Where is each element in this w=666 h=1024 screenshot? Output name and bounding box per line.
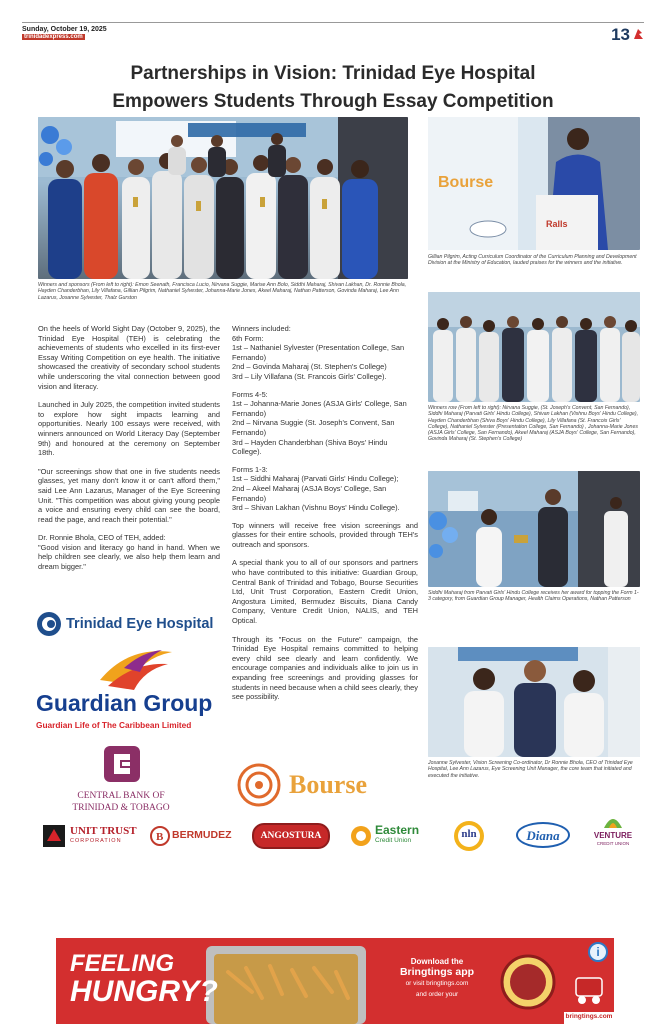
ceo-quote: "Good vision and literacy go hand in hand. When we help children see clearly, we also help them learn and dream bigger." [38, 542, 220, 572]
article-paragraph [38, 533, 220, 571]
winners-list [232, 324, 418, 382]
winner-entry: 3rd – Shivan Lakhan (Vishnu Boys' Hindu College). [232, 503, 400, 513]
podium-illustration [428, 117, 640, 250]
bourse-swirl-icon [235, 762, 285, 808]
page-number: 13 [611, 25, 630, 44]
ad-brand-link[interactable]: bringtings.com [565, 1013, 613, 1020]
category-title: 6th Form: [232, 333, 264, 343]
venture-subtext: CREDIT UNION [596, 841, 630, 846]
article-column-1 [38, 324, 220, 581]
podium-photo-caption: Gillian Pilgrim, Acting Curriculum Coordinator of the Curriculum Planning and Development Division at the Ministry of Education, lauded praises for the winners and the initiative. [428, 254, 637, 267]
team-illustration [428, 647, 640, 757]
bourse-logo [235, 762, 395, 808]
winner-entry: 3rd – Lily Villafana (St. Francois Girls' College). [232, 371, 387, 381]
express-bird-icon [632, 27, 644, 41]
winners-intro: Winners included: [232, 324, 291, 333]
winners-list [232, 390, 418, 457]
article-paragraph: Top winners will receive free vision screenings and glasses for their entire schools, provided through TEH's outreach and sponsors. [232, 520, 418, 549]
central-bank-logo [66, 744, 176, 816]
headline-line-1: Partnerships in Vision: Trinidad Eye Hospital [130, 63, 536, 84]
issue-date: Sunday, October 19, 2025 [22, 26, 107, 33]
winner-entry: 3rd – Hayden Chanderbhan (Shiva Boys' Hindu College). [232, 437, 388, 457]
teh-eye-icon [36, 611, 62, 637]
diana-logo [516, 822, 570, 848]
svg-text:Ralls: Ralls [546, 219, 568, 229]
bermudez-crest-icon [150, 826, 170, 846]
diana-text: Diana [526, 828, 560, 843]
article-paragraph: Through its "Focus on the Future" campaign, the Trinidad Eye Hospital remains committed to helping every child see clearly and learn confidently. We encourage companies and individuals alike to join us in expanding free screenings and providing glasses for students in need because when a child sees clearly, they see possibility. [232, 634, 418, 702]
ad-headline-line-2: HUNGRY? [70, 975, 218, 1008]
winners-row-caption: Winners row (From left to right): Nirvana Suggie, (St. Joseph's Convent, San Fernando), Siddhi Maharaj (Parvati Girls' Hindu College), Shivan Lakhan (Vishnu Boys' Hindu College), Hayden Chanderbhan (Shiva Boys' Hindu College), Lily Villafana (St. Francois Girls' College), Nathaniel Sylvester (Presentation College, San Fernando) , Johanna-Marie Jones (ASJA Girls' College, San Fernando), Akeel Maharaj (ASJA Boys' College, San Fernando), Govinda Maharaj (St. Stephen's College) [428, 405, 639, 443]
award-photo [428, 471, 640, 587]
venture-credit-union-logo [588, 814, 638, 850]
team-photo [428, 647, 640, 757]
winner-entry: 1st – Nathaniel Sylvester (Presentation College, San Fernando) [232, 343, 405, 362]
angostura-logo [252, 823, 330, 849]
unit-trust-text: UNIT TRUST [70, 825, 137, 837]
guardian-swoosh-icon [98, 644, 178, 690]
central-bank-text-1: CENTRAL BANK OF [77, 791, 165, 801]
podium-photo [428, 117, 640, 250]
angostura-text: ANGOSTURA [260, 831, 322, 841]
guardian-logo-text: Guardian Group [36, 690, 213, 716]
eastern-sun-icon [350, 825, 372, 847]
svg-text:B: B [156, 831, 164, 843]
winners-row-photo [428, 292, 640, 402]
central-bank-text-2: TRINIDAD & TOBAGO [72, 803, 170, 813]
winner-entry: 2nd – Akeel Maharaj (ASJA Boys' College, San Fernando) [232, 483, 387, 503]
unit-trust-mark-icon [42, 824, 66, 848]
ad-cta-line-1: Download the [410, 957, 464, 966]
headline-line-2: Empowers Students Through Essay Competition [112, 91, 554, 112]
eastern-credit-union-logo [350, 822, 426, 850]
nalis-logo [448, 820, 490, 852]
quote-attribution: Dr. Ronnie Bhola, CEO of TEH, added: [38, 533, 166, 543]
team-photo-caption: Josanne Sylvester, Vision Screening Co-ordinator, Dr Ronnie Bhola, CEO of Trinidad Eye Hospital, Lee Ann Lazarus, Eye Screening Unit Manager, the core team that initiated and executed the initiative. [428, 760, 633, 779]
venture-leaf-icon [602, 814, 624, 830]
group-photo-illustration [38, 117, 408, 279]
ad-headline-line-1: FEELING [70, 950, 175, 977]
article-headline [40, 60, 626, 116]
central-bank-emblem-icon [102, 744, 142, 784]
article-paragraph: On the heels of World Sight Day (October 9, 2025), the Trinidad Eye Hospital (TEH) is celebrating the achievements of students who excelled in its first-ever Essay Writing Competition on eye health. The initiative showcased the creativity of secondary school students while underscoring the vital connection between good vision and literacy. [38, 324, 220, 391]
ad-cta-line-4: and order your [415, 991, 459, 998]
category-title: Forms 4-5: [232, 389, 268, 399]
article-paragraph: A special thank you to all of our sponsors and partners who have contributed to this initiative: Guardian Group, Central Bank of Trinidad and Tobago, Bourse Securities Ltd, Unit Trust Corporation, Eastern Credit Union, Angostura Limited, Bermudez Biscuits, Diana Candy Company, Venture Credit Union, NALIS, and TEH Optical. [232, 558, 418, 626]
bermudez-text: BERMUDEZ [172, 829, 232, 841]
nalis-text: nln [461, 828, 477, 840]
unit-trust-logo [42, 823, 136, 849]
winners-list [232, 465, 418, 513]
ad-headline [70, 950, 218, 1006]
masthead [22, 22, 644, 48]
winner-entry: 1st – Siddhi Maharaj (Parvati Girls' Hindu College); [232, 474, 399, 484]
bourse-logo-text: Bourse [289, 770, 367, 799]
winner-entry: 2nd – Govinda Maharaj (St. Stephen's College) [232, 362, 387, 372]
winners-row-illustration [428, 292, 640, 402]
winner-entry: 2nd – Nirvana Suggie (St. Joseph's Convent, San Fernando) [232, 418, 395, 437]
category-title: Forms 1-3: [232, 464, 268, 474]
bringtings-advertisement[interactable] [56, 938, 614, 1024]
eastern-subtext: Credit Union [375, 837, 412, 844]
ad-cta-line-3: or visit bringtings.com [405, 980, 469, 987]
site-link[interactable]: trinidadexpress.com [24, 34, 83, 40]
venture-text: VENTURE [593, 831, 633, 840]
award-photo-caption: Siddhi Maharaj from Parvati Girls' Hindu College receives her award for topping the Form 1-3 category, from Guardian Group Manager, Health Claims Operations, Nathan Patterson [428, 590, 639, 603]
main-photo-caption: Winners and sponsors (From left to right): Emon Seenath, Francisca Lucio, Nirvana Suggie, Marise Ann Bolo, Siddhi Maharaj, Shivan Lakhan, Dr. Ronnie Bhola, Hayden Chanderbhan, Lily Villafana, Gillian Pilgrim, Nathaniel Sylvester, Johanna-Marie Jones, Akeel Maharaj, Nathan Patterson, Govinda Maharaj, Lee Ann Lazarus, Josanne Sylvester, Thalz Gurston [38, 282, 407, 301]
winner-entry: 1st – Johanna-Marie Jones (ASJA Girls' College, San Fernando) [232, 399, 407, 418]
teh-logo-text: Trinidad Eye Hospital [66, 616, 214, 632]
bermudez-logo [150, 824, 242, 848]
article-paragraph: Launched in July 2025, the competition invited students to explore how sight impacts learning and opportunities. Nearly 100 essays were received, with winners announced on World Literacy Day (September 9th) and honoured at the ceremony on September 18th. [38, 400, 220, 458]
guardian-logo-subtext: Guardian Life of The Caribbean Limited [36, 720, 192, 730]
ad-cta [382, 956, 492, 1000]
svg-text:Bourse: Bourse [438, 174, 494, 191]
article-paragraph: "Our screenings show that one in five students needs glasses, yet many don't know it or can't afford them," said Lee Ann Lazarus, Manager of the Eye Screening Unit. "This competition was about giving young people a voice and ensuring every child can see the board, read the page, and reach their potential." [38, 466, 220, 524]
award-illustration [428, 471, 640, 587]
main-group-photo [38, 117, 408, 279]
article-column-2 [232, 324, 418, 711]
unit-trust-subtext: CORPORATION [70, 838, 122, 844]
ad-cta-line-2: Bringtings app [399, 966, 475, 978]
teh-logo [36, 611, 226, 637]
guardian-group-logo [36, 644, 226, 734]
eastern-text: Eastern [375, 823, 420, 837]
ad-info-icon[interactable]: i [588, 942, 608, 962]
